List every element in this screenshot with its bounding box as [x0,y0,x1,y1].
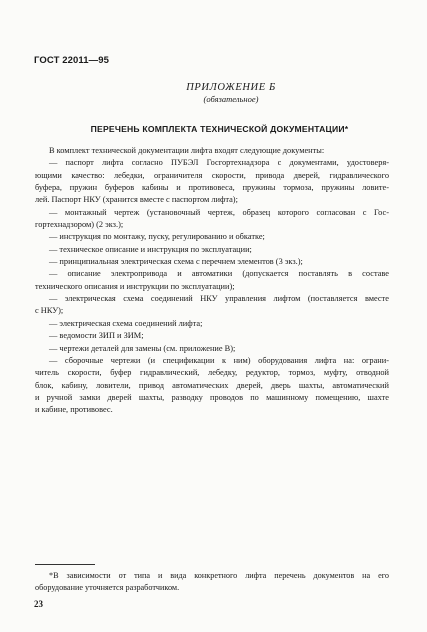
body-text [35,145,389,417]
appendix-title: ПРИЛОЖЕНИЕ Б [186,82,276,93]
body-line: гортехнадзором) (2 экз.); [35,220,124,230]
body-line: и кабине, противовес. [35,405,113,415]
body-line: — техническое описание и инструкция по эксплуатации; [49,244,252,254]
body-line: — ведомости ЗИП и ЗИМ; [49,331,144,341]
footnote-line: *В зависимости от типа и вида конкретного лифта перечень документов на его [49,571,389,580]
body-line: — сборочные чертежи (и спецификации к ним) оборудования лифта на: ограни- [49,355,389,365]
body-line: блок, кабину, ловители, привод автоматических дверей, дверь шахты, автоматический [35,380,389,390]
page-number: 23 [34,599,43,609]
body-line: — принципиальная электрическая схема с перечнем элементов (3 экз.); [49,257,303,267]
footnote [35,570,389,595]
body-line: — электрическая схема соединений НКУ управления лифтом (поставляется вместе [49,294,389,304]
body-line: — монтажный чертеж (установочный чертеж, образец которого согласован с Гос- [49,207,389,217]
standard-code: ГОСТ 22011—95 [34,55,109,66]
body-line: В комплект технической документации лифта входят следующие документы: [49,146,325,155]
body-line: — чертежи деталей для замены (см. приложение В); [49,343,236,353]
body-line: буфера, пружин буферов кабины и противовеса, пружины тормоза, пружины ловите- [35,183,389,193]
body-line: — электрическая схема соединений лифта; [49,318,203,328]
body-line: с НКУ); [35,306,64,316]
body-line: — инструкция по монтажу, пуску, регулированию и обкатке; [49,232,265,242]
body-line: — описание электропривода и автоматики (допускается поставлять в составе [49,269,389,279]
appendix-subtitle: (обязательное) [203,94,259,104]
document-heading: ПЕРЕЧЕНЬ КОМПЛЕКТА ТЕХНИЧЕСКОЙ ДОКУМЕНТАЦИИ* [90,124,349,134]
body-line: и ручной замки дверей шахты, разводку проводов по машинному помещению, шахте [35,392,389,402]
body-line: читель скорости, буфер гидравлический, лебедку, редуктор, тормоз, муфту, отводной [35,368,389,378]
footnote-divider [35,564,95,565]
body-line: лей. Паспорт НКУ (хранится вместе с паспортом лифта); [35,195,238,205]
body-line: ющими качество: лебедки, ограничителя скорости, привода дверей, гидравлического [35,170,389,180]
body-line: — паспорт лифта согласно ПУБЭЛ Госгортехнадзора с документами, удостоверя- [49,158,389,168]
footnote-line: оборудование уточняется разработчиком. [35,583,180,593]
body-line: технического описания и инструкции по эксплуатации); [35,281,235,291]
